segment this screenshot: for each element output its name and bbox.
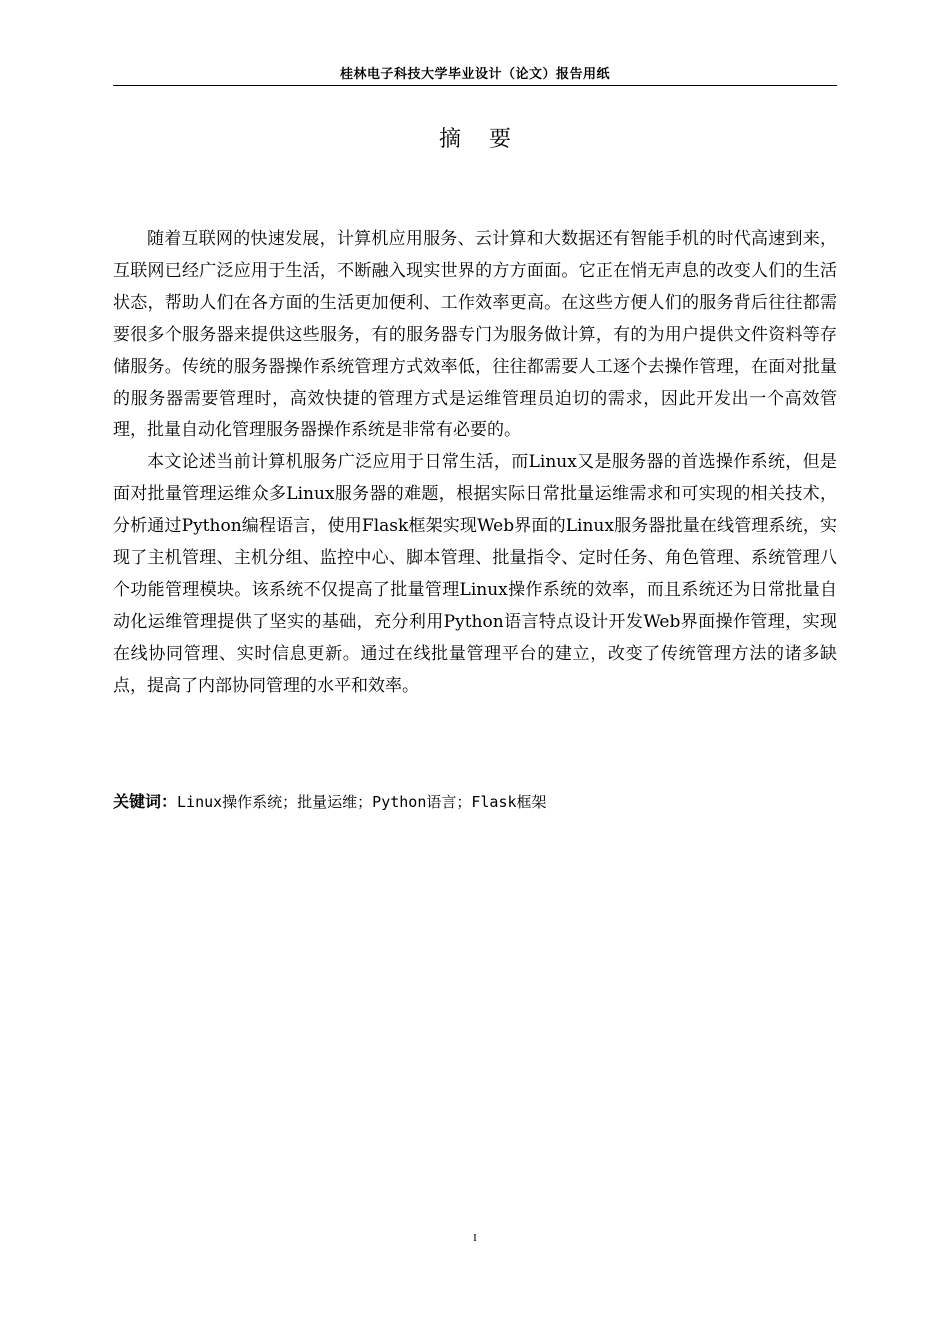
page-header: 桂林电子科技大学毕业设计（论文）报告用纸 [339, 67, 610, 82]
abstract-paragraph-1: 随着互联网的快速发展，计算机应用服务、云计算和大数据还有智能手机的时代高速到来，互联网已经广泛应用于生活，不断融入现实世界的方方面面。它正在悄无声息的改变人们的生活状态，帮助人们在各方面的生活更加便利、工作效率更高。在这些方便人们的服务背后往往都需要很多个服务器来提供这些服务，有的服务器专门为服务做计算，有的为用户提供文件资料等存储服务。传统的服务器操作系统管理方式效率低，往往都需要人工逐个去操作管理，在面对批量的服务器需要管理时，高效快捷的管理方式是运维管理员迫切的需求，因此开发出一个高效管理，批量自动化管理服务器操作系统是非常有必要的。 [113, 229, 837, 441]
keywords-line [113, 787, 837, 817]
abstract-heading: 摘要 [438, 127, 539, 152]
keywords-text: Linux操作系统；批量运维；Python语言；Flask框架 [177, 793, 547, 811]
keywords-label: 关键词： [113, 792, 178, 811]
abstract-body [113, 224, 837, 703]
header-rule [113, 85, 837, 86]
abstract-paragraph-2: 本文论述当前计算机服务广泛应用于日常生活，而Linux又是服务器的首选操作系统，但是面对批量管理运维众多Linux服务器的难题，根据实际日常批量运维需求和可实现的相关技术，分析通过Python编程语言，使用Flask框架实现Web界面的Linux服务器批量在线管理系统，实现了主机管理、主机分组、监控中心、脚本管理、批量指令、定时任务、角色管理、系统管理八个功能管理模块。该系统不仅提高了批量管理Linux操作系统的效率，而且系统还为日常批量自动化运维管理提供了坚实的基础，充分利用Python语言特点设计开发Web界面操作管理，实现在线协同管理、实时信息更新。通过在线批量管理平台的建立，改变了传统管理方法的诸多缺点，提高了内部协同管理的水平和效率。 [113, 452, 837, 696]
page-number: I [473, 1232, 477, 1244]
